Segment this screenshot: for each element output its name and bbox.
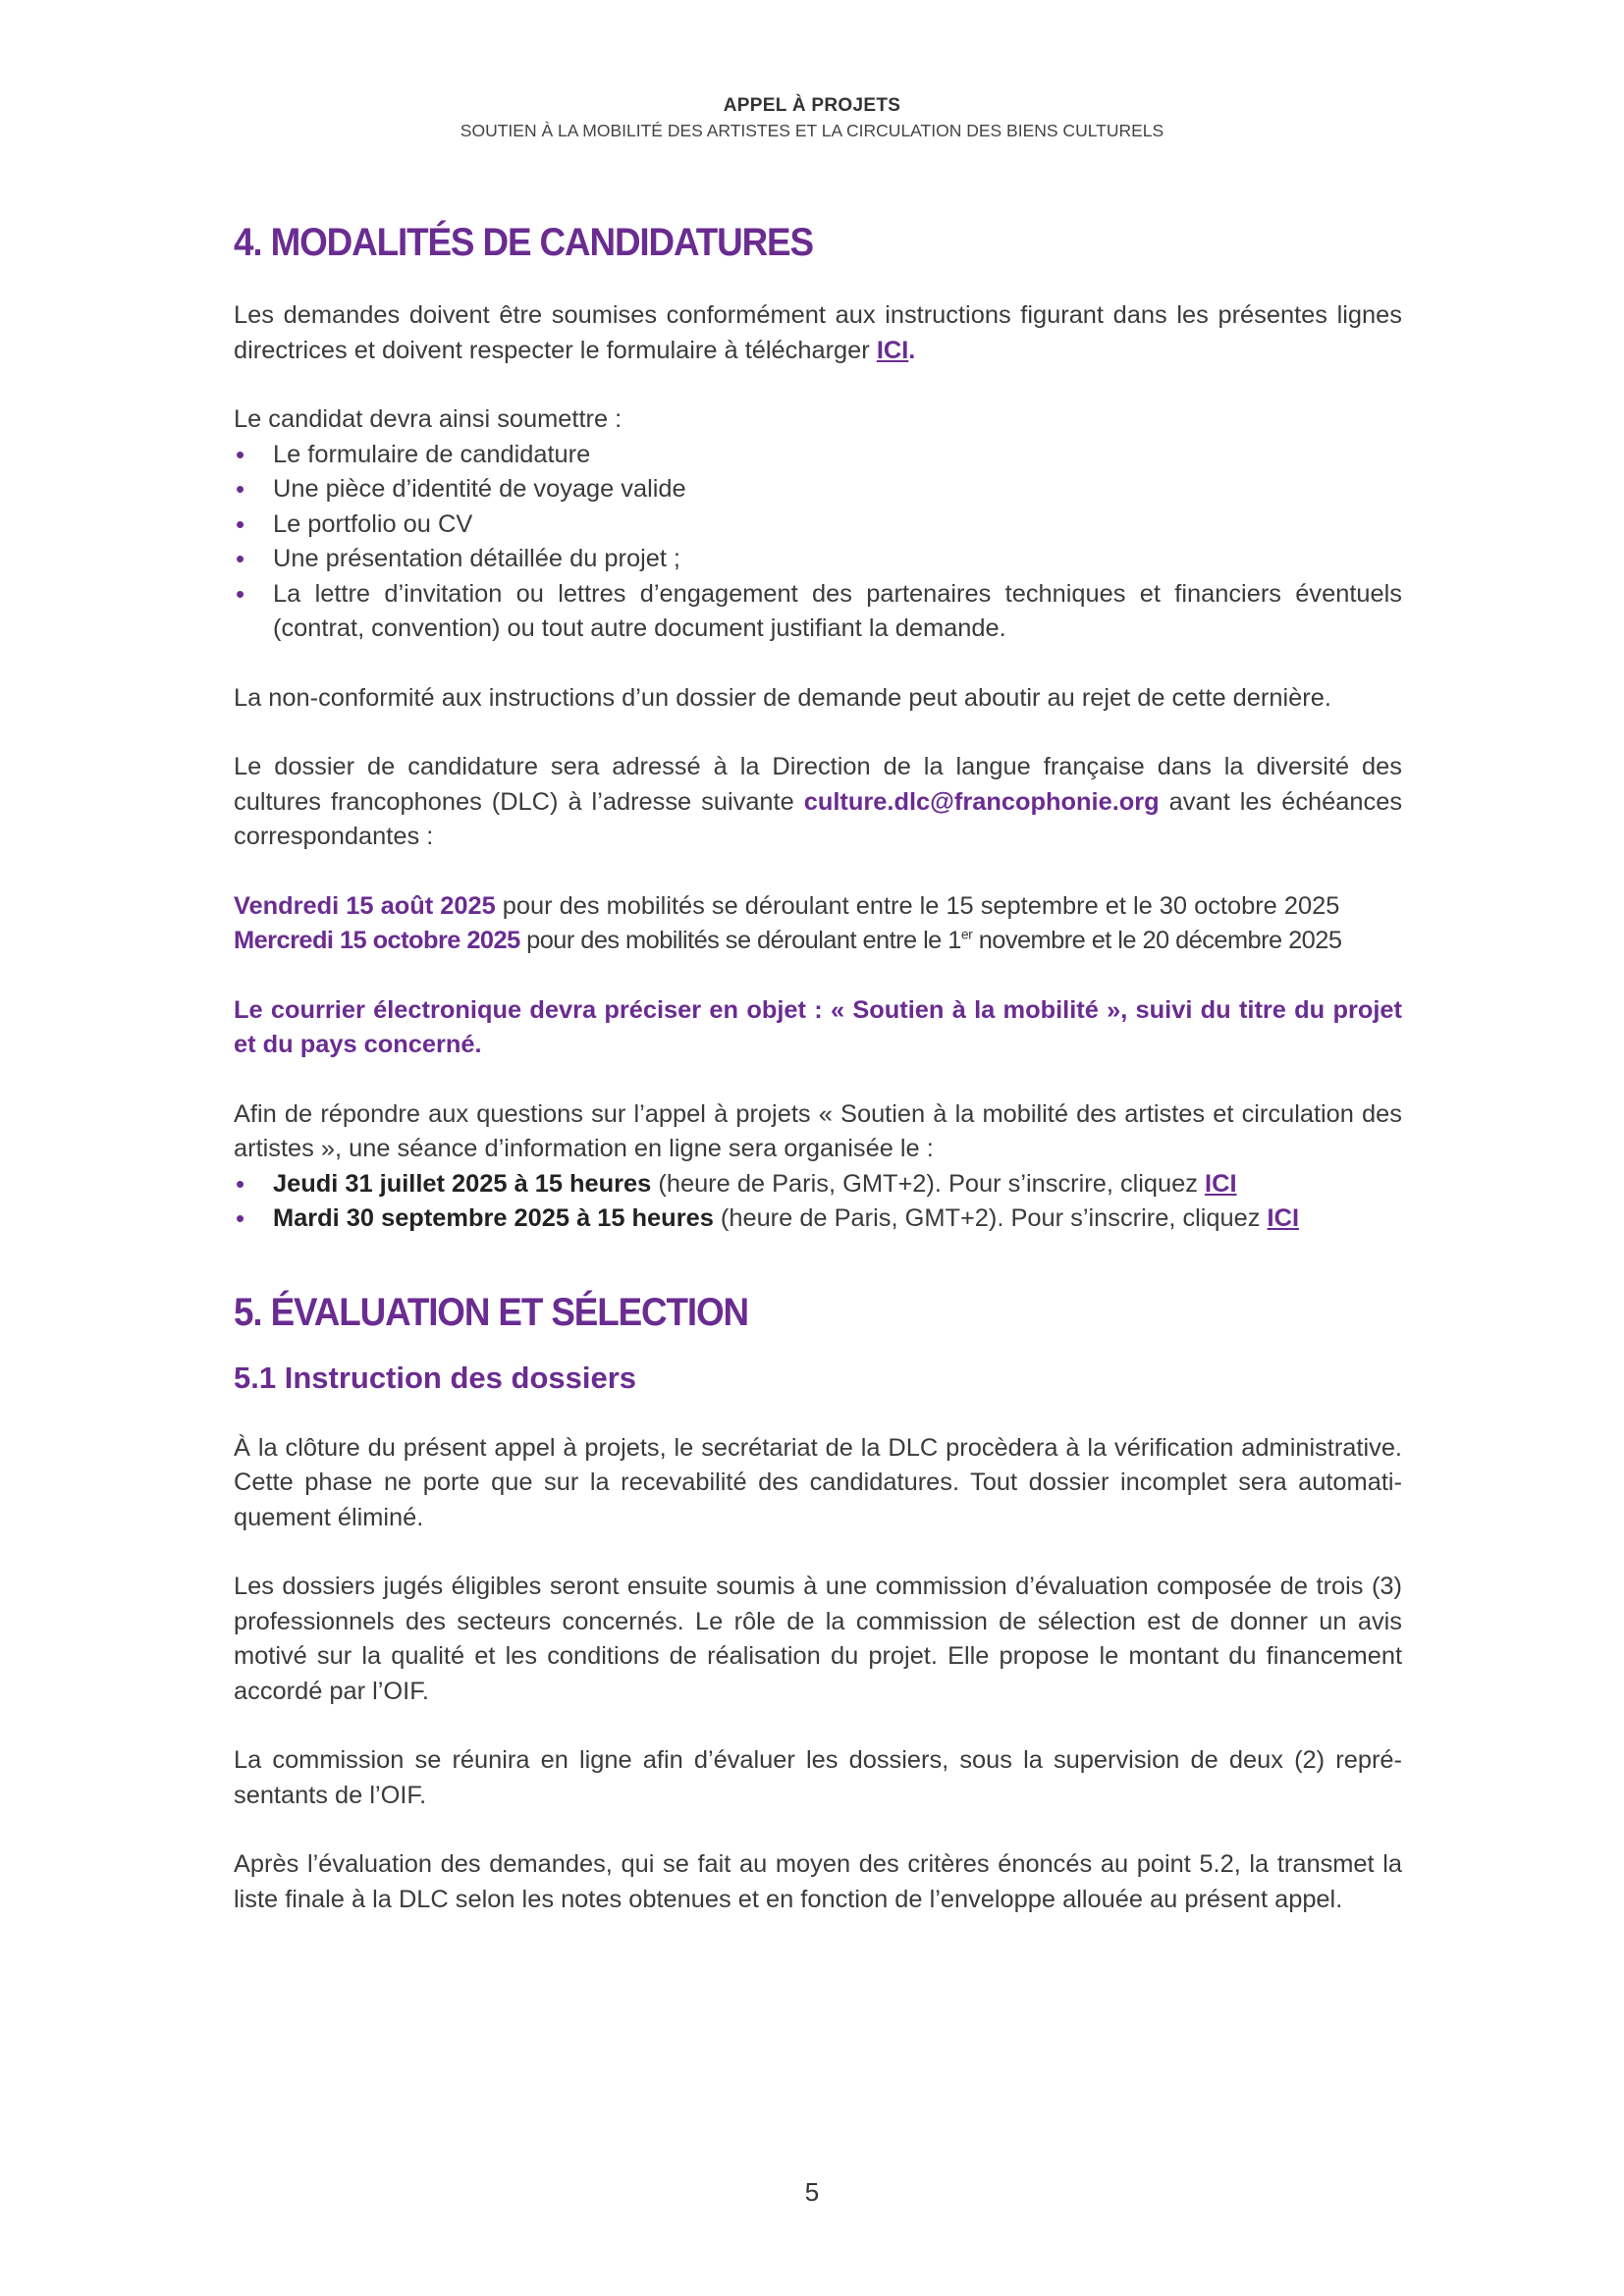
bullet-icon: • (236, 439, 245, 469)
email-link[interactable]: culture.dlc@francophonie.org (803, 787, 1160, 816)
paragraph: La commission se réunira en ligne afin d’évaluer les dossiers, sous la supervision de deux (2) représentants de l’OIF. (234, 1746, 1402, 1809)
section-4-intro: Les demandes doivent être soumises conformément aux instructions figurant dans les présentes lignes directrices et doivent respecter le formulaire à télécharger ICI. (234, 301, 1402, 364)
section-5-title: 5. ÉVALUATION ET SÉLECTION (234, 1290, 749, 1334)
address-paragraph: Le dossier de candidature sera adressé à la Direction de la langue française dans la diversité des cultures francophones (DLC) à l’adresse suivante culture.dlc@francophonie.org avant les échéances correspondantes : (234, 753, 1403, 850)
page-content (234, 218, 1402, 1917)
page-number: 5 (804, 2177, 820, 2207)
bullet-icon: • (236, 474, 245, 504)
deadline-1-date: Vendredi 15 août 2025 (234, 891, 496, 920)
header-title: APPEL À PROJETS (723, 95, 901, 116)
paragraph: À la clôture du présent appel à projets, le secrétariat de la DLC procèdera à la vérification administrative. Cette phase ne porte que sur la recevabilité des candidatures. Tout dossier incomplet sera automatiquement éliminé. (234, 1433, 1402, 1531)
list-item: • Une présentation détaillée du projet ; (234, 542, 1402, 577)
email-subject-note: Le courrier électronique devra préciser en objet : « Soutien à la mobilité », suivi du titre du projet et du pays concerné. (234, 995, 1402, 1058)
deadline-2-date: Mercredi 15 octobre 2025 (234, 927, 520, 954)
section-4-title: 4. MODALITÉS DE CANDIDATURES (234, 221, 813, 264)
list-item: • Le portfolio ou CV (234, 507, 1402, 543)
submission-list (234, 438, 1402, 647)
register-link-september[interactable]: ICI (1267, 1204, 1299, 1232)
register-link-july[interactable]: ICI (1205, 1169, 1237, 1198)
nonconformity-note: La non-conformité aux instructions d’un dossier de demande peut aboutir au rejet de cette dernière. (234, 683, 1331, 712)
header-subtitle: SOUTIEN À LA MOBILITÉ DES ARTISTES ET LA CIRCULATION DES BIENS CULTURELS (460, 121, 1164, 140)
list-item: • La lettre d’invitation ou lettres d’engagement des partenaires techniques et financiers éventuels (contrat, convention) ou tout autre document justifiant la demande. (236, 578, 1402, 642)
bullet-icon: • (236, 578, 245, 609)
list-item: • Le formulaire de candidature (234, 438, 1402, 473)
bullet-icon: • (236, 544, 245, 573)
info-session-intro: Afin de répondre aux questions sur l’appel à projets « Soutien à la mobilité des artistes et circulation des artistes », une séance d’information en ligne sera organisée le : (234, 1099, 1402, 1162)
paragraph: Les dossiers jugés éligibles seront ensuite soumis à une commission d’évaluation composée de trois (3) professionnels des secteurs concernés. Le rôle de la commission de sélection est de donner un avis motivé sur la qualité et les conditions de réalisation du projet. Elle propose le montant du financement accordé par l’OIF. (234, 1573, 1402, 1705)
deadline-2: Mercredi 15 octobre 2025 pour des mobilités se déroulant entre le 1er novembre et le 20 décembre 2025 (234, 926, 1342, 954)
info-session-list (234, 1167, 1402, 1237)
submission-list-intro: Le candidat devra ainsi soumettre : (234, 405, 623, 433)
list-item: • Une pièce d’identité de voyage valide (234, 472, 1402, 507)
deadline-1: Vendredi 15 août 2025 pour des mobilités se déroulant entre le 15 septembre et le 30 octobre 2025 (234, 891, 1340, 920)
bullet-icon: • (236, 1168, 245, 1199)
list-item: • Mardi 30 septembre 2025 à 15 heures (heure de Paris, GMT+2). Pour s’inscrire, cliquez ICI (234, 1201, 1402, 1237)
form-download-link[interactable]: ICI (876, 336, 909, 364)
paragraph: Après l’évaluation des demandes, qui se fait au moyen des critères énoncés au point 5.2, la transmet la liste finale à la DLC selon les notes obtenues et en fonction de l’enveloppe allouée au présent appel. (234, 1850, 1402, 1913)
bullet-icon: • (236, 1203, 245, 1233)
list-item: • Jeudi 31 juillet 2025 à 15 heures (heure de Paris, GMT+2). Pour s’inscrire, cliquez ICI (234, 1167, 1402, 1202)
section-5-1-title: 5.1 Instruction des dossiers (234, 1360, 637, 1395)
bullet-icon: • (236, 508, 245, 539)
page-header (0, 94, 1624, 143)
